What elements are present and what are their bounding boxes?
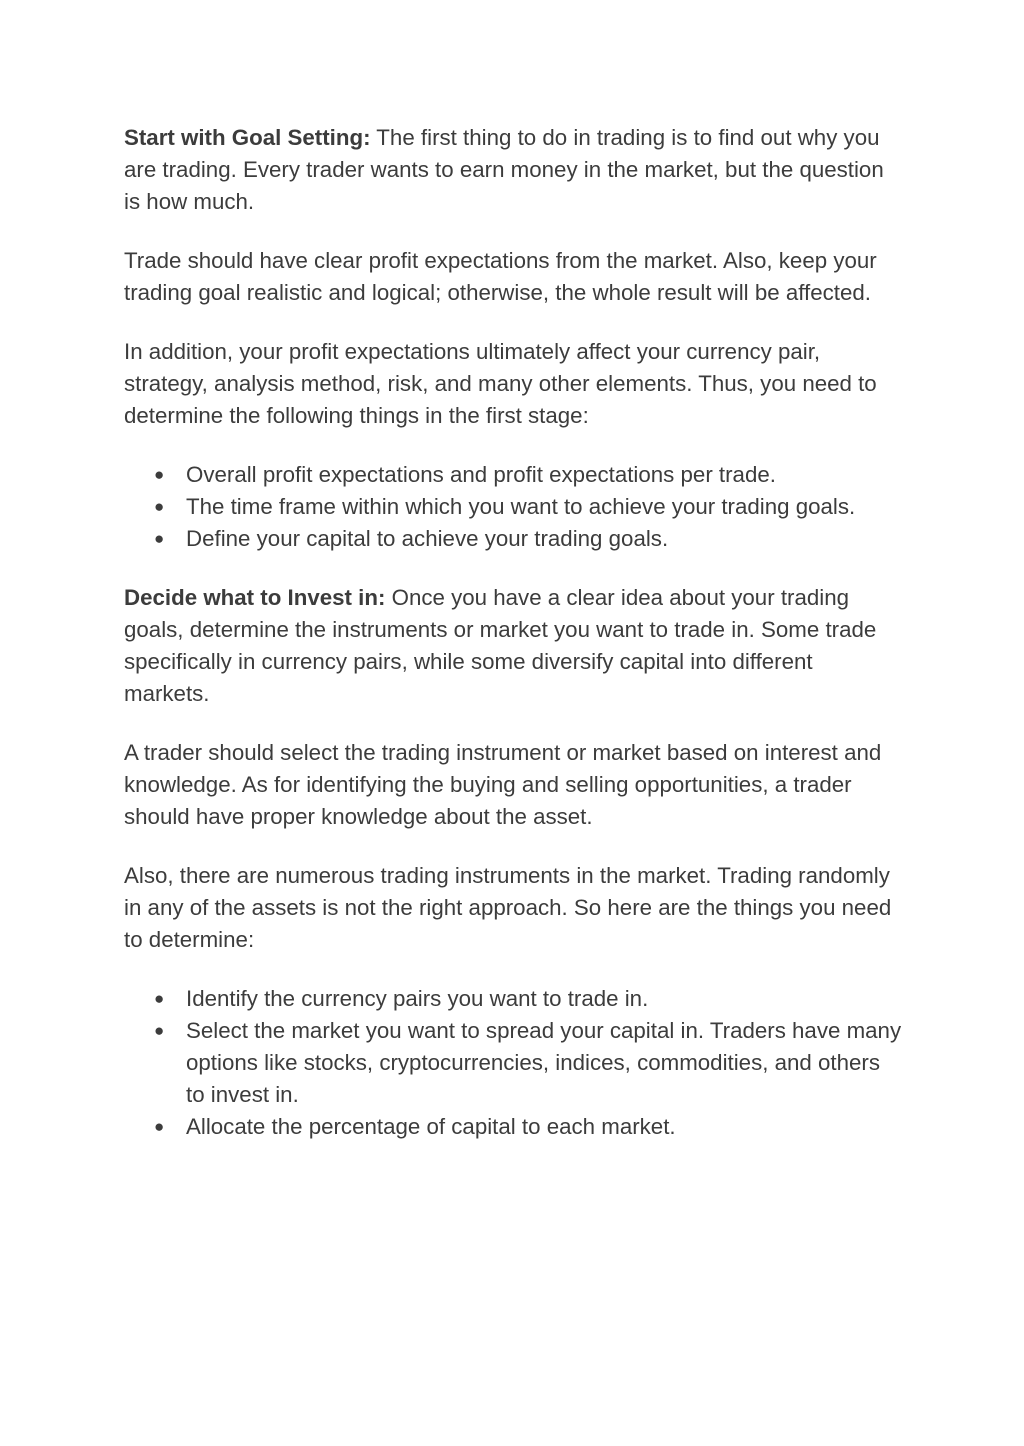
invest-heading: Decide what to Invest in: <box>124 585 386 610</box>
goal-setting-list <box>124 459 904 555</box>
bullet-icon: ● <box>154 465 165 484</box>
invest-list <box>124 983 904 1143</box>
invest-text: Once you have a clear idea about your trading goals, determine the instruments or market you want to trade in. Some trade specifically in currency pairs, while some diversify capital into different markets. <box>124 585 877 706</box>
list-item-text: Select the market you want to spread your capital in. Traders have many options like stocks, cryptocurrencies, indices, commodities, and others to invest in. <box>186 1018 902 1107</box>
goal-setting-text: The first thing to do in trading is to find out why you are trading. Every trader wants to earn money in the market, but the question is how much. <box>124 125 884 214</box>
list-item-text: Overall profit expectations and profit expectations per trade. <box>186 462 776 487</box>
bullet-icon: ● <box>154 989 165 1008</box>
bullet-icon: ● <box>154 529 165 548</box>
bullet-icon: ● <box>154 497 165 516</box>
goal-setting-paragraph <box>124 122 904 218</box>
bullet-icon: ● <box>154 1021 165 1040</box>
list-item-text: The time frame within which you want to achieve your trading goals. <box>186 494 856 519</box>
list-item <box>124 459 904 491</box>
invest-paragraph <box>124 582 904 710</box>
select-instrument-paragraph: A trader should select the trading instrument or market based on interest and knowledge. As for identifying the buying and selling opportunities, a trader should have proper knowledge about the asset. <box>124 740 882 829</box>
list-item <box>124 491 904 523</box>
addition-paragraph: In addition, your profit expectations ultimately affect your currency pair, strategy, analysis method, risk, and many other elements. Thus, you need to determine the following things in the first stage: <box>124 339 877 428</box>
profit-expectations-paragraph: Trade should have clear profit expectations from the market. Also, keep your trading goal realistic and logical; otherwise, the whole result will be affected. <box>124 248 877 305</box>
bullet-icon: ● <box>154 1117 165 1136</box>
list-item <box>124 523 904 555</box>
list-item-text: Allocate the percentage of capital to each market. <box>186 1114 676 1139</box>
document-page <box>124 122 904 1170</box>
goal-setting-heading: Start with Goal Setting: <box>124 125 371 150</box>
list-item-text: Define your capital to achieve your trading goals. <box>186 526 669 551</box>
list-item <box>124 1111 904 1143</box>
list-item <box>124 1015 904 1111</box>
list-item-text: Identify the currency pairs you want to trade in. <box>186 986 649 1011</box>
list-item <box>124 983 904 1015</box>
numerous-instruments-paragraph: Also, there are numerous trading instruments in the market. Trading randomly in any of the assets is not the right approach. So here are the things you need to determine: <box>124 863 892 952</box>
